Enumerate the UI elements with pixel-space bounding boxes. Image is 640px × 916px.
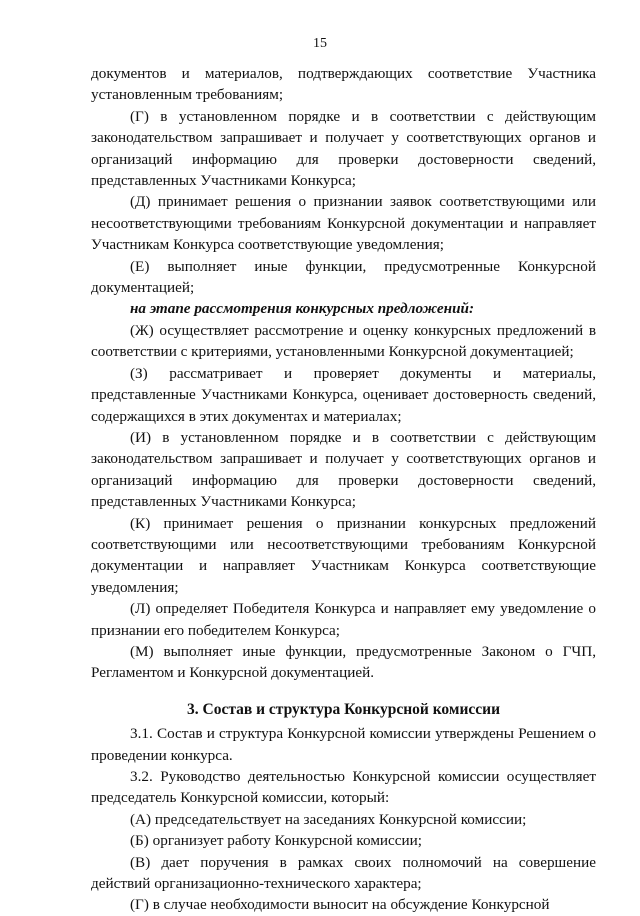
paragraph: (З) рассматривает и проверяет документы и материалы, представленные Участниками Конкурса, оценивает достоверность сведений, содержащихся в этих документах и материалах; (91, 364, 596, 425)
paragraph: (Ж) осуществляет рассмотрение и оценку конкурсных предложений в соответствии с критериями, установленными Конкурсной документацией; (91, 321, 596, 361)
paragraph: (И) в установленном порядке и в соответствии с действующим законодательством запрашивает и получает у соответствующих органов и организаций информацию для проверки достоверности сведений, представленных Участниками Конкурса; (91, 428, 596, 511)
paragraph: (А) председательствует на заседаниях Конкурсной комиссии; (130, 810, 527, 828)
paragraph: документов и материалов, подтверждающих соответствие Участника установленным требованиям; (91, 65, 596, 104)
paragraph: (М) выполняет иные функции, предусмотренные Законом о ГЧП, Регламентом и Конкурсной документацией. (91, 642, 596, 682)
paragraph: (Б) организует работу Конкурсной комиссии; (130, 832, 423, 850)
paragraph: (Л) определяет Победителя Конкурса и направляет ему уведомление о признании его победителем Конкурса; (91, 600, 596, 639)
paragraph: (Г) в случае необходимости выносит на обсуждение Конкурсной (130, 896, 550, 914)
paragraph: 3.1. Состав и структура Конкурсной комиссии утверждены Решением о проведении конкурса. (91, 725, 596, 764)
document-body (91, 63, 596, 916)
section-title: 3. Состав и структура Конкурсной комиссии (187, 700, 500, 718)
paragraph: (Е) выполняет иные функции, предусмотренные Конкурсной документацией; (91, 257, 596, 297)
page-number: 15 (313, 36, 327, 51)
paragraph: (Г) в установленном порядке и в соответствии с действующим законодательством запрашивает и получает у соответствующих органов и организаций информацию для проверки достоверности сведений, представленных Участниками Конкурса; (91, 107, 596, 190)
paragraph: (К) принимает решения о признании конкурсных предложений соответствующими или несоответствующими требованиям Конкурсной документации и направляет Участникам Конкурса соответствующие уведомления; (91, 514, 596, 596)
paragraph: (Д) принимает решения о признании заявок соответствующими или несоответствующими требованиям Конкурсной документации и направляет Участникам Конкурса соответствующие уведомления; (91, 193, 596, 254)
review-stage-subheading: на этапе рассмотрения конкурсных предложений: (130, 300, 475, 318)
paragraph: 3.2. Руководство деятельностью Конкурсной комиссии осуществляет председатель Конкурсной комиссии, который: (91, 768, 596, 807)
paragraph: (В) дает поручения в рамках своих полномочий на совершение действий организационно-технического характера; (91, 853, 596, 893)
